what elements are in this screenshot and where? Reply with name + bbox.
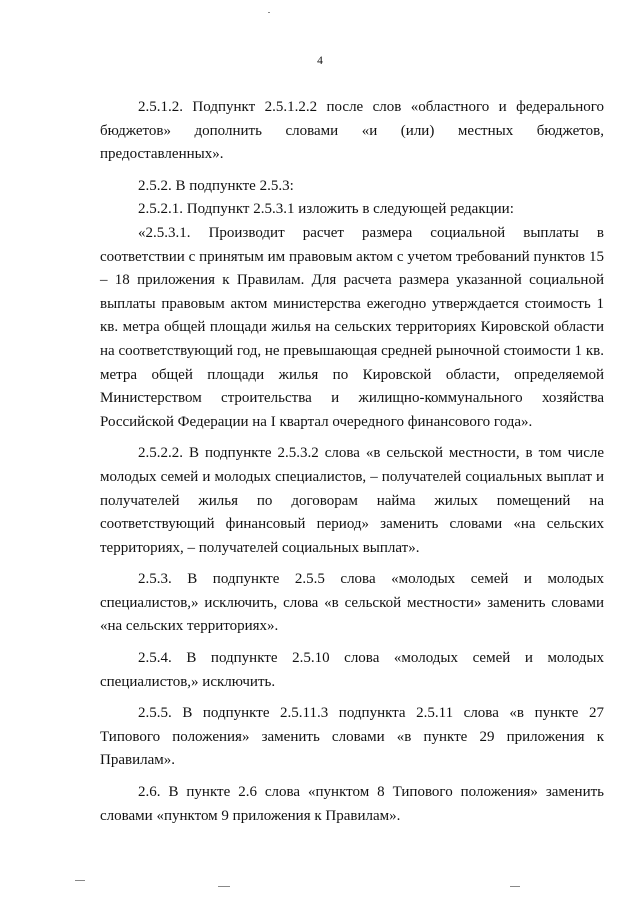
scan-artifact bbox=[510, 886, 520, 887]
paragraph-2-5-4: 2.5.4. В подпункте 2.5.10 слова «молодых семей и молодых специалистов,» исключить. bbox=[100, 650, 604, 690]
paragraph-2-5-3-1-quote: «2.5.3.1. Производит расчет размера социальной выплаты в соответствии с принятым им правовым актом с учетом требований пунктов 15 – 18 приложения к Правилам. Для расчета размера указанной социальной выплаты правовым актом министерства ежегодно утверждается стоимость 1 кв. метра общей площади жилья на сельских территориях Кировской области на соответствующий год, не превышающая средней рыночной стоимости 1 кв. метра общей площади жилья по Кировской области, определяемой Министерством строительства и жилищно-коммунального хозяйства Российской Федерации на I квартал очередного финансового года». bbox=[100, 224, 604, 430]
scan-artifact bbox=[75, 880, 85, 881]
page-number: 4 bbox=[317, 55, 323, 67]
paragraph-2-5-5: 2.5.5. В подпункте 2.5.11.3 подпункта 2.5.11 слова «в пункте 27 Типового положения» заменить словами «в пункте 29 приложения к Правилам». bbox=[100, 705, 604, 769]
scan-artifact bbox=[218, 886, 230, 887]
paragraph-2-5-3: 2.5.3. В подпункте 2.5.5 слова «молодых семей и молодых специалистов,» исключить, слова «в сельской местности» заменить словами «на сельских территориях». bbox=[100, 571, 604, 635]
paragraph-2-6: 2.6. В пункте 2.6 слова «пунктом 8 Типового положения» заменить словами «пунктом 9 приложения к Правилам». bbox=[100, 784, 604, 824]
paragraph-2-5-2: 2.5.2. В подпункте 2.5.3: bbox=[138, 177, 294, 194]
scan-artifact bbox=[268, 12, 270, 13]
document-body bbox=[100, 96, 604, 836]
paragraph-2-5-2-2: 2.5.2.2. В подпункте 2.5.3.2 слова «в сельской местности, в том числе молодых семей и молодых специалистов, – получателей социальных выплат и получателей жилья по договорам найма жилых помещений на соответствующий финансовый период» заменить словами «на сельских территориях, – получателей социальных выплат». bbox=[100, 445, 604, 556]
paragraph-2-5-1-2: 2.5.1.2. Подпункт 2.5.1.2.2 после слов «областного и федерального бюджетов» дополнить словами «и (или) местных бюджетов, предоставленных». bbox=[100, 99, 604, 163]
paragraph-2-5-2-1: 2.5.2.1. Подпункт 2.5.3.1 изложить в следующей редакции: bbox=[138, 201, 514, 218]
